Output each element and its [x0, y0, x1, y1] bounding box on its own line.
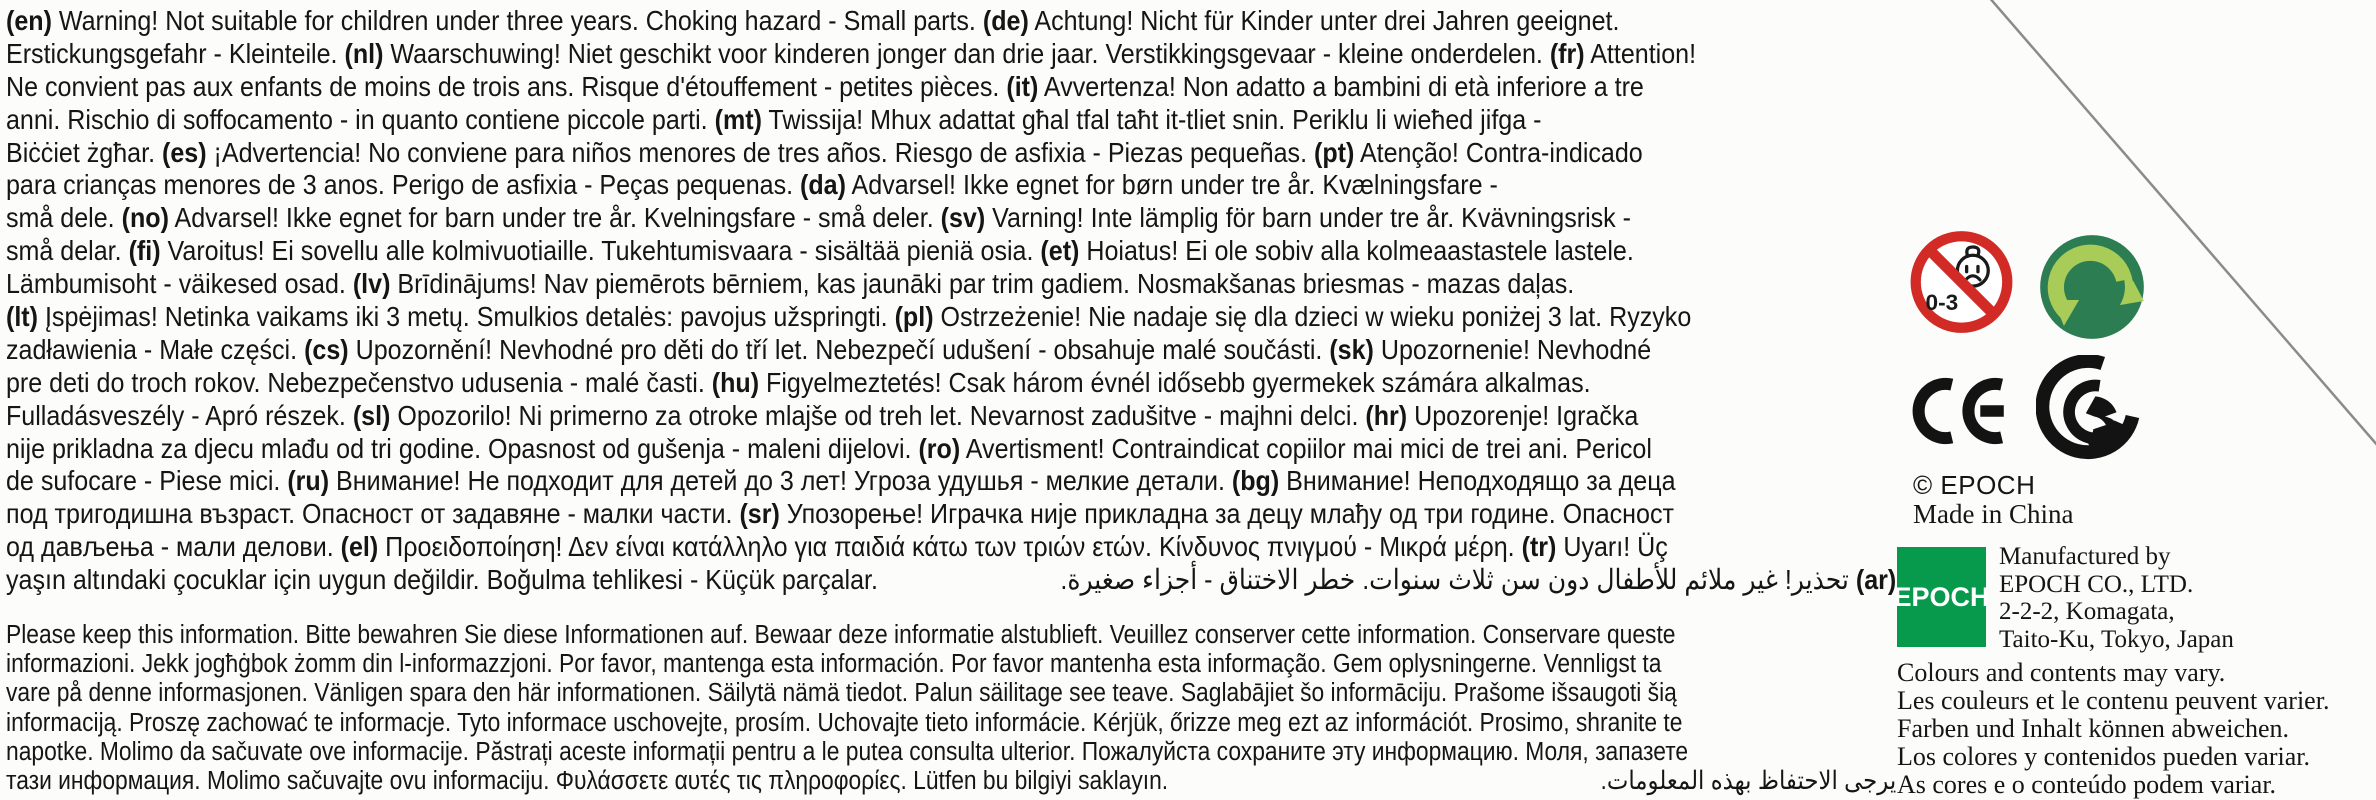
text-line: napotke. Molimo da sačuvate ove informacije. Păstrați aceste informații pentru a le putea consulta ulterior. Пожалуйста сохраните эту информацию. Моля, запазете: [6, 737, 1689, 766]
text-line: Taito-Ku, Tokyo, Japan: [1999, 625, 2234, 653]
keep-information-text-block: [6, 621, 1896, 796]
text-line: тази информация. Molimo sačuvajte ovu informaciju. Φυλάσσετε αυτές τις πληροφορίες. Lütfen bu bilgiyi saklayın. يرجى الاحتفاظ بهذه المعلومات.: [6, 766, 1897, 795]
text-line: små dele. (no) Advarsel! Ikke egnet for barn under tre år. Kvelningsfare - små deler. (sv) Varning! Inte lämplig för barn under tre år. Kvävningsrisk -: [6, 202, 1632, 234]
variation-notice: [1897, 659, 2329, 799]
text-line: Please keep this information. Bitte bewahren Sie diese Informationen auf. Bewaar deze informatie alstublieft. Veuillez conserver cette information. Conservare queste: [6, 621, 1676, 649]
text-line: zadławienia - Małe części. (cs) Upozornění! Nevhodné pro děti do tří let. Nebezpečí udušení - obsahuje malé součásti. (sk) Upozornenie! Nevhodné: [6, 333, 1652, 365]
ce-mark-icon: [1902, 369, 2023, 453]
text-line: Los colores y contenidos pueden variar.: [1897, 742, 2310, 771]
text-line: EPOCH CO., LTD.: [1999, 570, 2194, 598]
text-line: anni. Rischio di soffocamento - in quanto contiene piccole parti. (mt) Twissija! Mhux adattat għal tfal taħt it-tliet snin. Periklu li wieħed jifga -: [6, 103, 1542, 135]
svg-text:0-3: 0-3: [1925, 289, 1959, 315]
text-line: (en) Warning! Not suitable for children under three years. Choking hazard - Small parts. (de) Achtung! Nicht für Kinder unter drei Jahren geeignet.: [6, 5, 1620, 36]
text-line: Farben und Inhalt können abweichen.: [1897, 714, 2290, 743]
made-in-text: Made in China: [1913, 499, 2074, 529]
text-line: Lämbumisoht - väikesed osad. (lv) Brīdinājums! Nav piemērots bērniem, kas jaunāki par trim gadiem. Nosmakšanas briesmas - mazas daļas.: [6, 268, 1575, 300]
text-line: Erstickungsgefahr - Kleinteile. (nl) Waarschuwing! Niet geschikt voor kinderen jonger dan drie jaar. Verstikkingsgevaar - kleine onderdelen. (fr) Attention!: [6, 37, 1697, 69]
text-line: 2-2-2, Komagata,: [1999, 598, 2175, 626]
text-line: од дављења - мали делови. (el) Προειδοποίηση! Δεν είναι κατάλληλο για παιδιά κάτω των τριών ετών. Κίνδυνος πνιγμού - Μικρά μέρη. (tr) Uyarı! Üç: [6, 531, 1668, 563]
text-line: Ne convient pas aux enfants de moins de trois ans. Risque d'étouffement - petites pièces. (it) Avvertenza! Non adatto a bambini di età inferiore a tre: [6, 70, 1644, 102]
text-line: yaşın altındaki çocuklar için uygun değildir. Boğulma tehlikesi - Küçük parçalar. تحذير! غير ملائم للأطفال دون سن ثلاث سنوات. خطر الاختناق - أجزاء صغيرة. (ar): [6, 564, 1897, 596]
text-line: vare på denne informasjonen. Vänligen spara den här informationen. Säilytä nämä tiedot. Palun säilitage see teave. Saglabājiet šo informāciju. Prašome išsaugoti šią: [6, 679, 1677, 708]
conformity-mark-icon: [2036, 355, 2142, 461]
text-line: små delar. (fi) Varoitus! Ei sovellu alle kolmivuotiaille. Tukehtumisvaara - sisältää pieniä osia. (et) Hoiatus! Ei ole sobiv alla kolmeaastastele lastele.: [6, 235, 1634, 267]
age-warning-0-3-icon: [1908, 228, 2015, 336]
text-line: para crianças menores de 3 anos. Perigo de asfixia - Peças pequenas. (da) Advarsel! Ikke egnet for børn under tre år. Kvælningsfare -: [6, 169, 1498, 201]
text-line: informazioni. Jekk jogħġbok żomm din l-informazzjoni. Por favor, mantenga esta información. Por favor mantenha esta informação. Gem oplysningerne. Vennligst ta: [6, 650, 1662, 679]
text-line: pre deti do troch rokov. Nebezpečenstvo udusenia - malé časti. (hu) Figyelmeztetés! Csak három évnél idősebb gyermekek számára alkalmas.: [6, 366, 1591, 398]
copyright-text: © EPOCH: [1913, 470, 2036, 500]
text-line: Manufactured by: [1999, 543, 2171, 570]
text-line: As cores e o conteúdo podem variar.: [1897, 770, 2277, 799]
warning-text-block: [6, 5, 1896, 597]
text-line: de sufocare - Piese mici. (ru) Внимание! Не подходит для детей до 3 лет! Угроза удушья - мелкие детали. (bg) Внимание! Неподходящо за деца: [6, 465, 1676, 497]
epoch-logo: [1893, 547, 1990, 647]
text-line: informaciją. Proszę zachować te informacje. Tyto informace uschovejte, prosím. Uchovajte tieto informácie. Kérjük, őrizze meg ezt az információt. Prosimo, shranite te: [6, 708, 1683, 737]
text-line: Fulladásveszély - Apró részek. (sl) Opozorilo! Ni primerno za otroke mlajše od treh let. Nevarnost zadušitve - majhni delci. (hr) Upozorenje! Igračka: [6, 399, 1639, 431]
text-line: под тригодишна възраст. Опасност от задавяне - малки части. (sr) Упозорење! Играчка није прикладна за децу млађу од три године. Опасност: [6, 498, 1674, 530]
manufacturer-address: [1999, 543, 2234, 653]
epoch-logo-text: EPOCH: [1893, 581, 1990, 612]
text-line: Colours and contents may vary.: [1897, 658, 2226, 687]
text-line: (lt) Įspėjimas! Netinka vaikams iki 3 metų. Smulkios detalės: pavojus užspringti. (pl) Ostrzeżenie! Nie nadaje się dla dzieci w wieku poniżej 3 lat. Ryzyko: [6, 301, 1692, 333]
green-dot-icon: [2038, 233, 2146, 341]
text-line: Biċċiet żgħar. (es) ¡Advertencia! No conviene para niños menores de tres años. Riesgo de asfixia - Piezas pequeñas. (pt) Atenção! Contra-indicado: [6, 136, 1643, 168]
text-line: nije prikladna za djecu mlađu od tri godine. Opasnost od gušenja - maleni dijelovi. (ro) Avertisment! Contraindicat copiilor mai mici de trei ani. Pericol: [6, 432, 1652, 464]
text-line: Les couleurs et le contenu peuvent varier.: [1897, 686, 2330, 715]
